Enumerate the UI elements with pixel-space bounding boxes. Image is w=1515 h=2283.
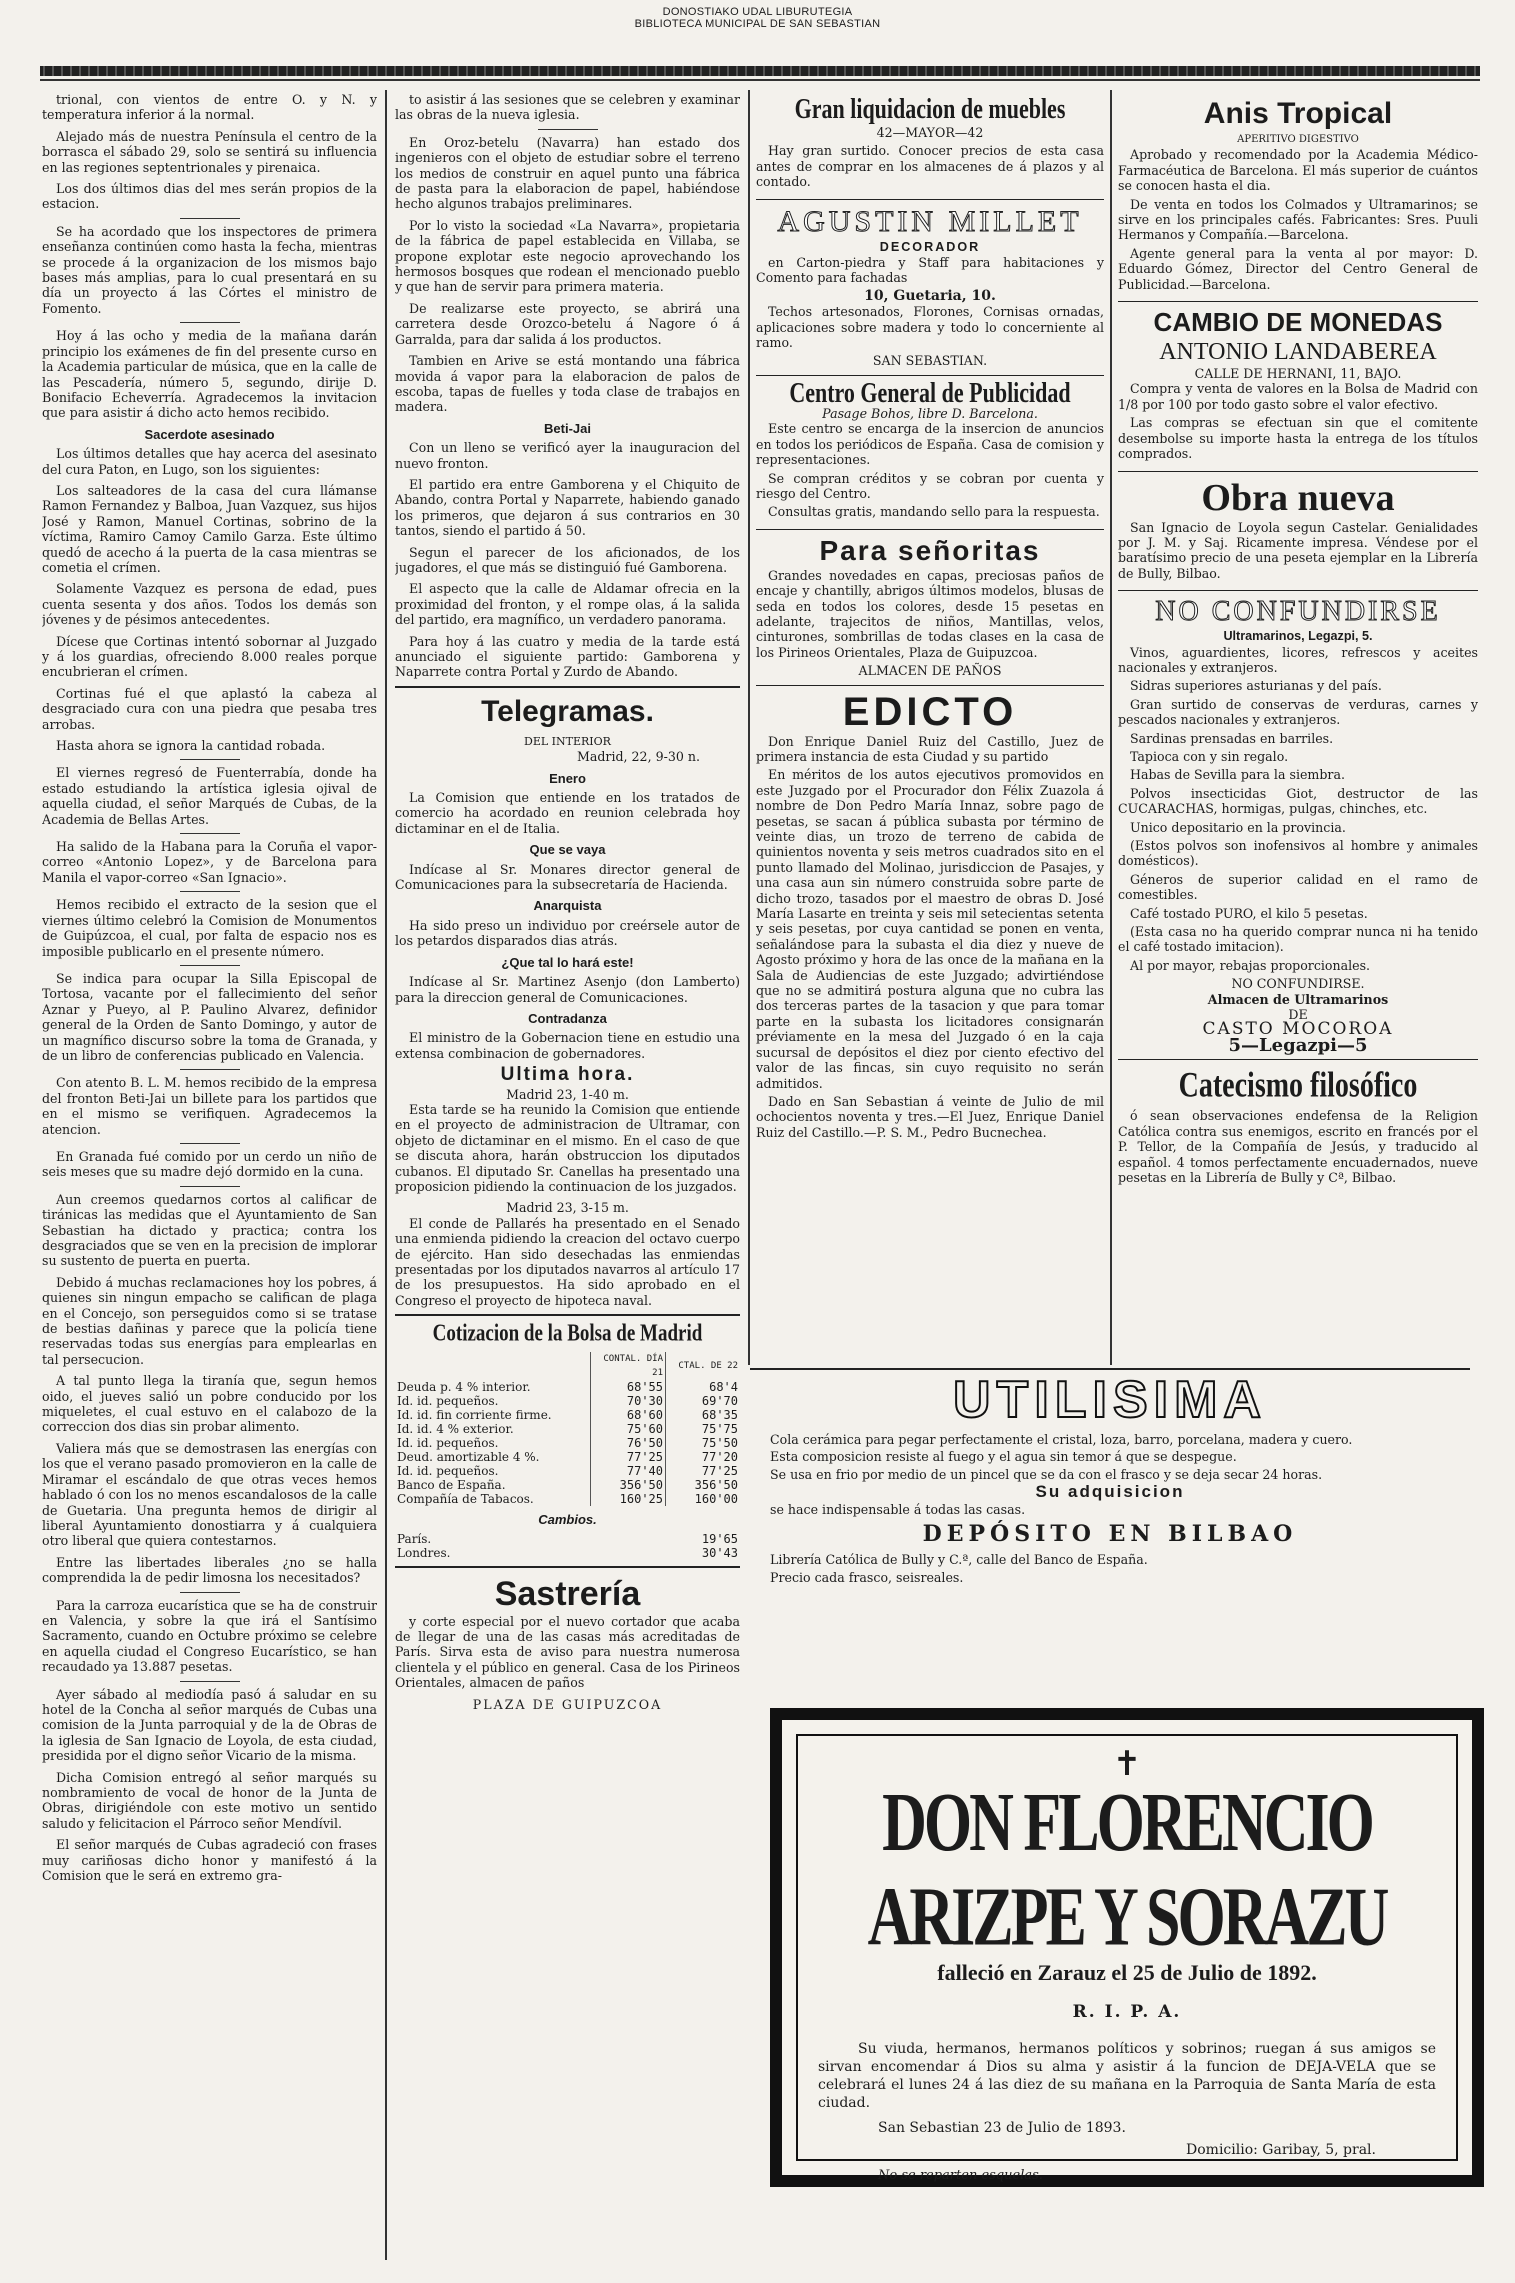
table-cell: Compañía de Tabacos. [397,1492,534,1507]
table-cell: 19'65 [701,1531,738,1546]
ad-title: AGUSTIN MILLET [777,204,1083,238]
table-cell: Deud. amortizable 4 %. [397,1450,540,1465]
ad-text: Al por mayor, rebajas proporcionales. [1130,957,1371,973]
cross-icon: ✝ [1112,1744,1142,1784]
ad-text: Este centro se encarga de la insercion de anuncios en todos los periódicos de España. Casa de comision y representaciones. [756,421,1104,468]
ad-text: Habas de Sevilla para la siembra. [1130,767,1345,783]
ad-agustin-millet [756,200,1104,376]
obituary-date: falleció en Zarauz el 25 de Julio de 1892. [937,1960,1317,1985]
table-row [395,1478,740,1492]
table-cell: Londres. [397,1545,451,1560]
news-paragraph: Los salteadores de la casa del cura llámanse Ramon Fernandez y Balboa, Juan Vazquez, sus hijos José y Ramon, Manuel Cortinas, sobrino de la víctima, Ramiro Camoy Camilo Garza. Este último quedó de acecho á la puerta de la casa mientras se cometia el crímen. [42,482,377,575]
ad-text: Precio cada frasco, seisreales. [770,1569,964,1585]
divider [180,1681,240,1682]
divider [180,891,240,892]
ad-text: Cola cerámica para pegar perfectamente el cristal, loza, barro, porcelana, madera y cuero. [770,1432,1353,1447]
column-separator-1 [385,90,387,2260]
news-paragraph: Se ha acordado que los inspectores de primera enseñanza continúen como hasta la fecha, mientras se procede á la organizacion de los mismos bajo bases más amplias, para lo cual presentará en su día un proyecto á las Córtes el ministro de Fomento. [42,223,377,316]
table-row [395,1464,740,1478]
table-cell: 160'25 [591,1492,666,1506]
table-cell: 160'00 [666,1492,741,1506]
table-cell: 75'75 [666,1422,741,1436]
table-cell: 77'25 [591,1450,666,1464]
table-cell: 68'35 [666,1408,741,1422]
column-ads-1 [756,92,1104,1273]
ad-text: Unico depositario en la provincia. [1130,819,1346,835]
table-row [395,1436,740,1450]
divider [180,1592,240,1593]
telegramas-subtitle: DEL INTERIOR [524,734,611,748]
ad-text: Hay gran surtido. Conocer precios de esta casa antes de comprar en los almacenes de á plazos y al contado. [756,143,1104,190]
ad-text: San Ignacio de Loyola segun Castelar. Genialidades por J. M. y Saj. Ricamente impresa. Véndese por el baratísimo precio de una peseta ejemplar en la Librería de Bully, Bilbao. [1118,519,1478,581]
news-paragraph: Para hoy á las cuatro y media de la tarde está anunciado el siguiente partido: Gamborena y Naparrete contra Portal y Zurdo de Abando. [395,633,740,680]
ad-text: Gran surtido de conservas de verduras, carnes y pescados nacionales y extranjeros. [1118,696,1478,728]
ad-text: Agente general para la venta al por mayor: D. Eduardo Gómez, Director del Centro General de Publicidad.—Barcelona. [1118,245,1478,292]
table-cell: 68'4 [666,1380,741,1394]
news-paragraph: to asistir á las sesiones que se celebren y examinar las obras de la nueva iglesia. [395,92,740,123]
top-ornamental-rule [40,66,1480,76]
ad-title: Obra nueva [1201,476,1395,519]
table-cell: Id. id. 4 % exterior. [397,1422,514,1437]
ad-text: se hace indispensable á todas las casas. [770,1501,1026,1517]
divider [180,1143,240,1144]
ad-text: Las compras se efectuan sin que el comitente desembolse su importe hasta la entrega de los títulos comprados. [1118,415,1478,462]
bolsa-header: CTAL. DE 22 [666,1352,741,1380]
table-row [395,1546,740,1560]
table-cell: Id. id. pequeños. [397,1464,499,1479]
ad-no-confundirse [1118,591,1478,1060]
news-paragraph: En Granada fué comido por un cerdo un niño de seis meses que su madre dejó dormido en la cuna. [42,1148,377,1180]
obituary-note: No se reparten esquelas. [878,2168,1043,2183]
ad-text: Tapioca con y sin regalo. [1130,748,1289,764]
ad-text: y corte especial por el nuevo cortador que acaba de llegar de una de las casas más acreditadas de París. Sirva esta de aviso para nuestra numerosa clientela y el público en general. Casa de los Pirineos Orientales, almacen de paños [395,1613,740,1691]
news-paragraph: A tal punto llega la tiranía que, segun hemos oido, el jueves salió un pobre conducido por los miqueletes, el cual estuvo en el calabozo de la correccion dos dias sin probar alimento. [42,1373,377,1435]
news-paragraph: Aun creemos quedarnos cortos al calificar de tiránicas las medidas que el Ayuntamiento de San Sebastian ha dictado y practica; contra los desgraciados que se ven en la precision de implorar su sustento de puerta en puerta. [42,1191,377,1269]
divider [180,1069,240,1070]
ad-text: NO CONFUNDIRSE. [1231,976,1365,992]
ad-text: Dado en San Sebastian á veinte de Julio de mil ochocientos noventa y tres.—El Juez, Enrique Daniel Ruiz del Castillo.—P. S. M., Pedro Bucnechea. [756,1093,1104,1140]
ad-title: Centro General de Publicidad [789,375,1071,409]
obituary-dateline: San Sebastian 23 de Julio de 1893. [878,2120,1126,2136]
ad-title: CAMBIO DE MONEDAS [1153,307,1443,338]
table-cell: 75'50 [666,1436,741,1450]
obituary-notice [770,1708,1484,2187]
section-heading: Beti-Jai [544,420,591,436]
section-heading: Sacerdote asesinado [144,426,275,442]
column-separator-2 [748,90,750,1365]
ad-text: Aprobado y recomendado por la Academia Médico-Farmacéutica de Barcelona. El más superior de cuántos se conocen hasta el dia. [1118,147,1478,194]
divider [180,322,240,323]
ad-text: Vinos, aguardientes, licores, refrescos y aceites nacionales y extranjeros. [1118,644,1478,675]
news-paragraph: Hoy á las ocho y media de la mañana darán principio los exámenes de fin del presente curso en la Academia particular de música, que en la calle de las Pescadería, número 5, segundo, dirije D. Bonifacio Echeverría. Agradecemos la invitacion que para asistir á dicho acto hemos recibido. [42,328,377,421]
table-cell: Id. id. fin corriente firme. [397,1408,552,1423]
ad-text: Se compran créditos y se cobran por cuenta y riesgo del Centro. [756,470,1104,501]
news-paragraph: Ha salido de la Habana para la Coruña el vapor-correo «Antonio Lopez», y de Barcelona para Manila el vapor-correo «San Ignacio». [42,839,377,885]
ad-title: Anis Tropical [1203,97,1393,130]
news-paragraph: Entre las libertades liberales ¿no se halla comprendida la de pedir limosna los necesitados? [42,1554,377,1586]
table-row [395,1532,740,1546]
ad-obra-nueva [1118,472,1478,592]
dateline: Madrid, 22, 9-30 n. [576,749,700,765]
section-heading: ¿Que tal lo hará este! [501,954,634,970]
ad-text: En méritos de los autos ejecutivos promovidos en este Juzgado por el Procurador don Félix Zuazola á nombre de Don Pedro María Innaz, sobre pago de pesetas, se sacan á pública subasta por término de veinte dias, un trozo de terreno de cabida de quinientos noventa y seis metros cuadrados sito en el punto llamado del Molinao, jurisdiccion de Pasajes, y una casa aun sin número construida sobre parte de dicho trozo, tasados por el maestro de obras D. José María Lasarte en treinta y seis mil setecientas setenta y seis pesetas, por cuya cantidad se ponen en venta, señalándose para la subasta el dia diez y nueve de Agosto próximo y hora de las once de la mañana en la Sala de Audiencias de este Juzgado; advirtiéndose que no se admitirá postura alguna que no cubra las dos terceras partes de la tasacion y que para tomar parte en la subasta los licitadores consignarán préviamente en la mesa del Juzgado ó en la caja sucursal de depósitos el diez por ciento efectivo del valor de las fincas, sin cuyo requisito no serán admitidos. [756,767,1104,1091]
column-news-1 [42,92,377,2263]
ad-para-senoritas [756,530,1104,686]
section-heading: Anarquista [533,898,602,914]
news-paragraph: Solamente Vazquez es persona de edad, pues cuenta sesenta y dos años. Todos los demás son jóvenes y de pésimos antecedentes. [42,581,377,628]
ad-address: 10, Guetaria, 10. [864,287,996,304]
table-cell: Banco de España. [397,1478,506,1493]
ad-text: Compra y venta de valores en la Bolsa de Madrid con 1/8 por 100 por todo gasto sobre el valor efectivo. [1118,381,1478,412]
news-paragraph: Alejado más de nuestra Península el centro de la borrasca el sábado 29, solo se sentirá su influencia en las regiones septentrionales y pirenaica. [42,128,377,175]
ad-anis-tropical [1118,92,1478,302]
obituary-rip: R. I. P. A. [1072,2002,1182,2022]
ad-text: Librería Católica de Bully y C.ª, calle del Banco de España. [770,1552,1148,1568]
ad-text: De venta en todos los Colmados y Ultramarinos; se sirve en los principales cafés. Fabricantes: Sres. Puuli Hermanos y Compañía.—Barcelona. [1118,196,1478,243]
ad-text: Grandes novedades en capas, preciosas paños de encaje y chantilly, abrigos últimos modelos, blusas de seda en todos los colores, desde 15 pesetas en adelante, trajecitos de niños, Mantillas, velos, cinturones, sombrillas de todas clases en la casa de los Pirineos Orientales, Plaza de Guipuzcoa. [756,567,1104,660]
cambios-title: Cambios. [538,1512,597,1528]
ad-title: NO CONFUNDIRSE [1155,596,1441,628]
news-paragraph: En Oroz-betelu (Navarra) han estado dos ingenieros con el objeto de estudiar sobre el terreno los medios de construir en aquel punto una fábrica de pasta para la elaboracion de papel, habiéndose hecho algunos trabajos preliminares. [395,134,740,212]
section-heading: Que se vaya [529,842,606,858]
table-row [395,1380,740,1394]
news-paragraph: De realizarse este proyecto, se abrirá una carretera desde Orozco-betelu á Nagore ó á Garralda, para dar salida á los productos. [395,300,740,347]
ad-text: Sidras superiores asturianas y del país. [1130,678,1382,694]
news-paragraph: Esta tarde se ha reunido la Comision que entiende en el proyecto de administracion de Ultramar, con objeto de dictaminar en el mismo. En el caso de que se discuta ahora, harán obstruccion los diputados cubanos. El diputado Sr. Canellas ha presentado una proposicion pidiendo la continuacion de los juzgados. [395,1101,740,1194]
ad-text: Consultas gratis, mandando sello para la respuesta. [768,504,1100,520]
table-row [395,1450,740,1464]
table-cell: 76'50 [591,1436,666,1450]
archive-header [0,6,1515,30]
ad-subtitle: Ultramarinos, Legazpi, 5. [1223,629,1373,644]
table-cell: 77'20 [666,1450,741,1464]
news-paragraph: El conde de Pallarés ha presentado en el Senado una enmienda pidiendo la creacion del octavo cuerpo de ejército. Han sido desechadas las enmiendas presentadas por los diputados navarros al artículo 17 de los presupuestos. Ha sido aprobado en el Congreso el proyecto de hipoteca naval. [395,1215,740,1308]
news-paragraph: Con un lleno se verificó ayer la inauguracion del nuevo fronton. [395,440,740,471]
ad-text: Almacen de Ultramarinos [1207,991,1389,1007]
ad-subtitle: Su adquisicion [1035,1482,1185,1502]
dateline: Madrid 23, 1-40 m. [506,1086,629,1102]
news-paragraph: Segun el parecer de los aficionados, de los jugadores, el que más se distinguió fué Gamborena. [395,544,740,575]
cambios-table [395,1532,740,1560]
bolsa-title: Cotizacion de la Bolsa de Madrid [432,1319,703,1348]
section-heading: Enero [549,770,586,786]
bolsa-table [395,1352,740,1506]
news-paragraph: Debido á muchas reclamaciones hoy los pobres, á quienes sin ningun empacho se califican de plaga en el Concejo, son perseguidos como si se tratase de bestias dañinas y parece que la policía tiene reservadas todas sus energías para emplearlas en tal persecucion. [42,1274,377,1367]
top-thin-rule [40,79,1480,81]
news-paragraph: Los dos últimos dias del mes serán propios de la estacion. [42,181,377,212]
ad-title: EDICTO [842,689,1018,734]
news-paragraph: Hasta ahora se ignora la cantidad robada. [56,738,326,754]
ad-text: DE [1288,1007,1308,1023]
obituary-text: Su viuda, hermanos, hermanos políticos y sobrinos; ruegan á sus amigos se sirvan encomendar á Dios su alma y asistir á la funcion de DEJA-VELA que se celebrará el lunes 24 á las diez de su mañana en la Parroquia de Santa María de esta ciudad. [818,2041,1436,2111]
table-row [395,1394,740,1408]
news-paragraph: Dícese que Cortinas intentó sobornar al Juzgado y á los guardias, ofreciendo 8.000 reales porque encubrieran el crímen. [42,633,377,680]
divider [180,218,240,219]
column-separator-3 [1110,90,1112,1365]
table-row [395,1422,740,1436]
ad-subtitle: 42—MAYOR—42 [876,125,984,140]
divider [180,1186,240,1187]
ad-catecismo [1118,1060,1478,1194]
section-heading: Contradanza [528,1010,607,1026]
ad-utilisima [750,1368,1470,1698]
ad-city: SAN SEBASTIAN. [872,353,988,369]
obituary-address: Domicilio: Garibay, 5, pral. [1186,2142,1376,2158]
table-cell: 70'30 [591,1394,666,1408]
archive-header-line2: BIBLIOTECA MUNICIPAL DE SAN SEBASTIAN [634,18,881,30]
ad-text: Polvos insecticidas Giot, destructor de las CUCARACHAS, hormigas, pulgas, chinches, etc. [1118,785,1478,817]
ad-title: UTILISIMA [953,1371,1267,1429]
ad-text: (Estos polvos son inofensivos al hombre y animales domésticos). [1118,838,1478,869]
table-cell: 30'43 [701,1545,738,1560]
ad-text: 5—Legazpi—5 [1228,1034,1368,1056]
ad-text: Géneros de superior calidad en el ramo de comestibles. [1118,871,1478,903]
ad-edicto [756,686,1104,1150]
ad-text: en Carton-piedra y Staff para habitaciones y Comento para fachadas [756,255,1104,286]
ad-subtitle: ANTONIO LANDABEREA [1159,339,1437,366]
ad-text: Se usa en frio por medio de un pincel que se da con el frasco y se deja secar 24 horas. [770,1466,1323,1482]
news-paragraph: Con atento B. L. M. hemos recibido de la empresa del fronton Beti-Jai un billete para los partidos que en el mismo se verifiquen. Agradecemos la atencion. [42,1075,377,1137]
news-paragraph: Dicha Comision entregó al señor marqués su nombramiento de vocal de honor de la Junta de Obras, dirigiéndole con este motivo un sentido saludo y felicitacion el Párroco señor Mendívil. [42,1769,377,1831]
ad-subtitle: APERITIVO DIGESTIVO [1237,134,1359,145]
news-paragraph: El aspecto que la calle de Aldamar ofrecia en la proximidad del fronton, y el rompe olas, á la salida del partido, era magnífico, un verdadero panorama. [395,581,740,628]
sastreria-title: Sastrería [494,1574,641,1613]
ad-title: Para señoritas [819,534,1041,566]
news-paragraph: Indícase al Sr. Martinez Asenjo (don Lamberto) para la direccion general de Comunicaciones. [395,974,740,1005]
table-cell: 77'40 [591,1464,666,1478]
table-cell: Id. id. pequeños. [397,1436,499,1451]
bolsa-header: CONTAL. DÍA 21 [591,1352,666,1380]
ad-address: PLAZA DE GUIPUZCOA [472,1696,663,1712]
divider [180,833,240,834]
news-paragraph: Indícase al Sr. Monares director general de Comunicaciones para la subsecretaría de Hacienda. [395,861,740,893]
ad-centro-publicidad [756,376,1104,530]
news-paragraph: El partido era entre Gamborena y el Chiquito de Abando, contra Portal y Naparrete, habiendo ganado los primeros, que dejaron á sus contrarios en 30 tantos, siendo el partido á 50. [395,476,740,539]
table-row [395,1408,740,1422]
news-paragraph: Ayer sábado al mediodía pasó á saludar en su hotel de la Concha al señor marqués de Cubas una comision de la Junta parroquial y de la de Obras de la iglesia de San Ignacio de Loyola, de esta ciudad, presidida por el digno señor Vicario de la misma. [42,1686,377,1764]
column-ads-2 [1118,92,1478,1273]
obituary-name: DON FLORENCIO ARIZPE Y SORAZU [867,1776,1387,1964]
obituary-inner-frame [796,1734,1458,2183]
table-cell: 68'55 [591,1380,666,1394]
table-cell: 77'25 [666,1464,741,1478]
news-paragraph: Cortinas fué el que aplastó la cabeza al desgraciado cura con una piedra que pesaba tres arrobas. [42,685,377,732]
table-cell: 356'50 [666,1478,741,1492]
dateline: Madrid 23, 3-15 m. [506,1200,629,1216]
column-news-2 [395,92,740,2263]
ad-address: CALLE DE HERNANI, 11, BAJO. [1194,366,1402,382]
ad-title: Catecismo filosófico [1178,1065,1418,1106]
table-cell: Deuda p. 4 % interior. [397,1380,531,1395]
ad-subtitle: DEPÓSITO EN BILBAO [922,1521,1298,1548]
news-paragraph: Los últimos detalles que hay acerca del asesinato del cura Paton, en Lugo, son los siguientes: [42,446,377,477]
ad-text: Sardinas prensadas en barriles. [1130,730,1334,746]
ad-text: (Esta casa no ha querido comprar nunca ni ha tenido el café tostado imitacion). [1118,924,1478,955]
ad-address: ALMACEN DE PAÑOS [858,663,1002,679]
ad-text: Don Enrique Daniel Ruiz del Castillo, Juez de primera instancia de esta Ciudad y su partido [756,733,1104,764]
ad-text: Techos artesonados, Florones, Cornisas ornadas, aplicaciones sobre madera y todo lo concerniente al ramo. [756,304,1104,351]
news-paragraph: Se indica para ocupar la Silla Episcopal de Tortosa, vacante por el fallecimiento del señor Aznar y Pueyo, al P. Paulino Alvarez, definidor general de la Orden de Santo Domingo, y autor de un magnífico discurso sobre la toma de Granada, y de un libro de conferencias publicado en Valencia. [42,970,377,1063]
divider [180,965,240,966]
table-cell: 356'50 [591,1478,666,1492]
ad-title: Gran liquidacion de muebles [794,92,1066,125]
table-cell: 68'60 [591,1408,666,1422]
divider [538,129,598,130]
table-cell: Id. id. pequeños. [397,1394,499,1409]
ad-text: CASTO MOCOROA [1202,1019,1394,1040]
ad-subtitle: Pasage Bohos, libre D. Barcelona. [822,405,1038,421]
ad-cambio-monedas [1118,302,1478,471]
news-paragraph: Por lo visto la sociedad «La Navarra», propietaria de la fábrica de papel establecida en Villaba, se propone explotar este negocio aprovechando los hermosos bosques que rodean el mencionado pueblo y que han de servir para primera materia. [395,217,740,295]
news-paragraph: Hemos recibido el extracto de la sesion que el viernes último celebró la Comision de Monumentos de Guipúzcoa, el cual, por falta de espacio nos es imposible publicarlo en el presente número. [42,897,377,959]
table-cell: París. [397,1531,432,1546]
news-paragraph: Ha sido preso un individuo por creérsele autor de los petardos disparados dias atrás. [395,917,740,949]
table-cell: 69'70 [666,1394,741,1408]
table-row [395,1492,740,1506]
archive-header-line1: DONOSTIAKO UDAL LIBURUTEGIA [662,6,853,18]
ad-subtitle: DECORADOR [879,239,981,254]
ad-gran-liquidacion [756,92,1104,200]
table-cell: 75'60 [591,1422,666,1436]
divider [180,759,240,760]
news-paragraph: Valiera más que se demostrasen las energías con los que el verano pasado promovieron en la calle de Miramar el escándalo de que otras veces hemos hablado ó con los no menos escandalosos de la calle de Guetaria. Una pregunta hemos de dirigir al liberal Ayuntamiento donostiarra y á cualquiera otro liberal que quiera contestarnos. [42,1440,377,1549]
news-paragraph: El ministro de la Gobernacion tiene en estudio una extensa combinacion de gobernadores. [395,1030,740,1061]
news-paragraph: Tambien en Arive se está montando una fábrica movida á vapor para la elaboracion de palos de escoba, tapas de fuelles y toda clase de trabajos en madera. [395,353,740,415]
telegramas-title: Telegramas. [481,694,654,728]
news-paragraph: El viernes regresó de Fuenterrabía, donde ha estado estudiando la artística iglesia ojival de aquella ciudad, el señor Marqués de Cubas, de la Academia de Bellas Artes. [42,765,377,827]
news-paragraph: El señor marqués de Cubas agradeció con frases muy cariñosas dicho honor y manifestó á la Comision que le será en extremo gra- [42,1837,377,1884]
news-paragraph: Para la carroza eucarística que se ha de construir en Valencia, y sobre la que irá el Santísimo Sacramento, cuando en Octubre próximo se celebre en aquella ciudad el Congreso Eucarístico, se han recaudado ya 13.887 pesetas. [42,1597,377,1675]
ad-text: Esta composicion resiste al fuego y el agua sin temor á que se despegue. [770,1449,1237,1465]
ultima-hora-heading: Ultima hora. [500,1064,635,1086]
news-paragraph: trional, con vientos de entre O. y N. y temperatura inferior á la normal. [42,92,377,123]
ad-text: Café tostado PURO, el kilo 5 pesetas. [1130,905,1368,921]
ad-text: ó sean observaciones endefensa de la Religion Católica contra sus enemigos, escrito en francés por el P. Tellor, de la Compañía de Jesús, y traducido al español. 4 tomos perfectamente encuadernados, nueve pesetas en la Librería de Bully y Cª, Bilbao. [1118,1108,1478,1185]
news-paragraph: La Comision que entiende en los tratados de comercio ha acordado en reunion celebrada hoy dictaminar en el de Italia. [395,790,740,836]
